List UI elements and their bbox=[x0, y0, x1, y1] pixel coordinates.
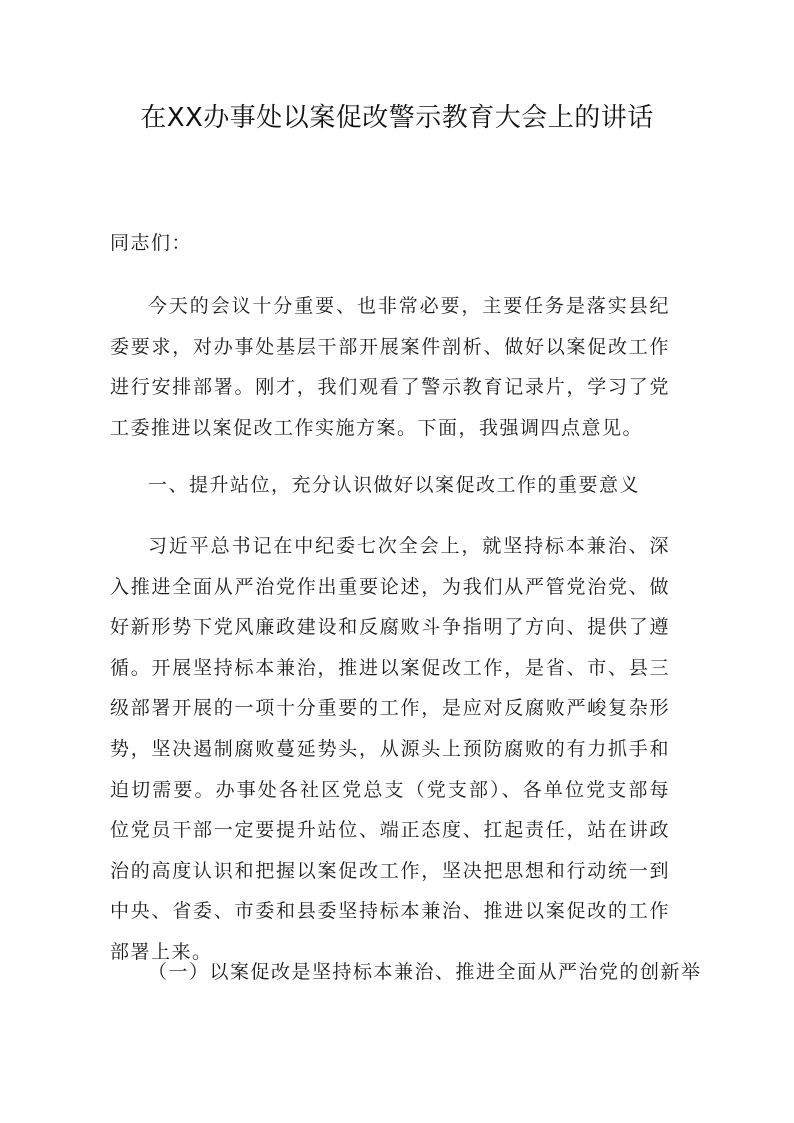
salutation: 同志们： bbox=[110, 232, 193, 254]
paragraph-intro: 今天的会议十分重要、也非常必要，主要任务是落实县纪委要求，对办事处基层干部开展案件剖析、做好以案促改工作进行安排部署。刚才，我们观看了警示教育记录片，学习了党工委推进以案促改工作实施方案。下面，我强调四点意见。 bbox=[110, 295, 670, 439]
section-heading-1: 一、提升站位，充分认识做好以案促改工作的重要意义 bbox=[148, 474, 641, 496]
paragraph-section-1: 习近平总书记在中纪委七次全会上，就坚持标本兼治、深入推进全面从严治党作出重要论述，为我们从严管党治党、做好新形势下党风廉政建设和反腐败斗争指明了方向、提供了遵循。开展坚持标本兼治，推进以案促改工作，是省、市、县三级部署开展的一项十分重要的工作，是应对反腐败严峻复杂形势，坚决遏制腐败蔓延势头，从源头上预防腐败的有力抓手和迫切需要。办事处各社区党总支（党支部）、各单位党支部每位党员干部一定要提升站位、端正态度、扛起责任，站在讲政治的高度认识和把握以案促改工作，坚决把思想和行动统一到中央、省委、市委和县委坚持标本兼治、推进以案促改的工作部署上来。 bbox=[110, 535, 670, 963]
document-title: 在XX办事处以案促改警示教育大会上的讲话 bbox=[140, 103, 654, 133]
subsection-heading-1: （一）以案促改是坚持标本兼治、推进全面从严治党的创新举 bbox=[148, 961, 702, 983]
